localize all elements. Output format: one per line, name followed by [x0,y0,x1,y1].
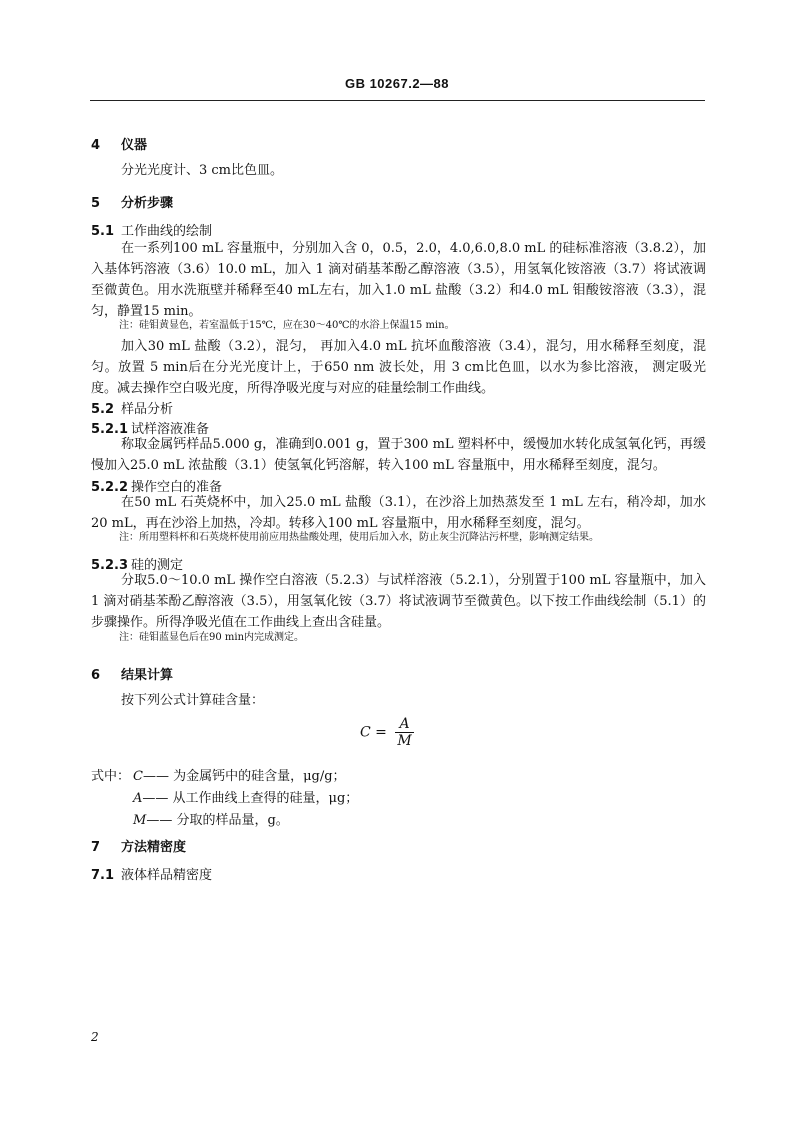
formula [360,716,414,749]
section-number: 7 [91,840,101,855]
section-number: 5 [91,196,101,211]
section-7-heading [91,836,706,855]
note-5-2-3: 注：硅钼蓝显色后在90 min内完成测定。 [119,632,305,643]
subsection-number: 5.2.1 [91,422,129,437]
subsection-title: 操作空白的准备 [131,480,223,495]
section-4-heading [91,134,706,153]
formula-lhs: C [360,724,371,741]
section-number: 6 [91,668,101,683]
variable-definitions [91,766,706,832]
subsection-title: 硅的测定 [131,558,184,573]
subsection-number: 5.2 [91,402,115,417]
definition-text: —— 从工作曲线上查得的硅量，μg； [142,791,359,806]
paragraph-5-2-2: 在50 mL 石英烧杯中，加入25.0 mL 盐酸（3.1），在沙浴上加热蒸发至 1 mL 左右，稍冷却，加水20 mL，再在沙浴上加热，冷却。转移入100 mL 容量瓶中，用水稀释至刻度，混匀。 [91,495,706,531]
formula-fraction [395,716,413,749]
definition-text: —— 分取的样品量，g。 [146,813,289,828]
section-4-text: 分光光度计、3 cm比色皿。 [121,163,284,178]
subsection-7-1-heading [91,864,706,883]
definition-symbol: M [133,813,147,828]
section-title: 仪器 [121,138,148,153]
subsection-number: 7.1 [91,868,115,883]
definition-row [91,766,706,788]
paragraph-5-2-1: 称取金属钙样品5.000 g，准确到0.001 g，置于300 mL 塑料杯中，缓慢加水转化成氢氧化钙，再缓慢加入25.0 mL 浓盐酸（3.1）使氢氧化钙溶解，转入100 mL 容量瓶中，用水稀释至刻度，混匀。 [91,437,706,473]
section-number: 4 [91,138,101,153]
subsection-number: 5.1 [91,224,115,239]
paragraph-5-2-3: 分取5.0～10.0 mL 操作空白溶液（5.2.3）与试样溶液（5.2.1），分别置于100 mL 容量瓶中，加入 1 滴对硝基苯酚乙醇溶液（3.5），用氢氧化铵（3.7）将试液调节至微黄色。以下按工作曲线绘制（5.1）的步骤操作。所得净吸光值在工作曲线上查出含硅量。 [91,573,706,630]
note-5-1: 注：硅钼黄显色，若室温低于15℃，应在30～40℃的水浴上保温15 min。 [119,320,455,331]
definition-symbol: C [133,769,143,784]
subsection-number: 5.2.2 [91,480,129,495]
subsection-5-1-heading [91,220,706,239]
section-6-heading [91,664,706,683]
note-5-2-2: 注：所用塑料杯和石英烧杯使用前应用热盐酸处理，使用后加入水，防止灰尘沉降沾污杯壁，影响测定结果。 [119,532,599,543]
section-5-heading [91,192,706,211]
paragraph-5-1-a: 在一系列100 mL 容量瓶中，分别加入含 0，0.5，2.0，4.0,6.0,8.0 mL 的硅标准溶液（3.8.2），加入基体钙溶液（3.6）10.0 mL，加入 1 滴对硝基苯酚乙醇溶液（3.5），用氢氧化铵溶液（3.7）将试液调至微黄色。用水洗瓶壁并稀释至40 mL左右，加入1.0 mL 盐酸（3.2）和4.0 mL 钼酸铵溶液（3.3），混匀，静置15 min。 [91,241,706,319]
page-number: 2 [91,1030,99,1044]
subsection-number: 5.2.3 [91,558,129,573]
definition-row [91,788,706,810]
formula-equals: = [375,724,387,741]
definition-symbol: A [133,791,143,806]
section-title: 方法精密度 [121,840,187,855]
subsection-5-2-heading [91,398,706,417]
formula-denominator: M [397,733,412,749]
standard-number-header: GB 10267.2—88 [344,76,450,91]
subsection-title: 液体样品精密度 [121,868,213,883]
subsection-title: 样品分析 [121,402,174,417]
header-rule [90,100,705,101]
section-title: 分析步骤 [121,196,174,211]
section-title: 结果计算 [121,668,174,683]
subsection-title: 试样溶液准备 [131,422,210,437]
formula-numerator: A [395,716,413,733]
definition-row [91,810,706,832]
subsection-title: 工作曲线的绘制 [121,224,213,239]
paragraph-5-1-b: 加入30 mL 盐酸（3.2），混匀， 再加入4.0 mL 抗坏血酸溶液（3.4），混匀，用水稀释至刻度，混匀。放置 5 min后在分光光度计上，于650 nm 波长处，用 3 cm比色皿，以水为参比溶液， 测定吸光度。减去操作空白吸光度，所得净吸光度与对应的硅量绘制工作曲线。 [91,339,706,396]
definition-prefix: 式中： [91,769,131,784]
definition-text: —— 为金属钙中的硅含量，μg/g； [142,769,346,784]
section-6-intro: 按下列公式计算硅含量： [121,693,265,708]
